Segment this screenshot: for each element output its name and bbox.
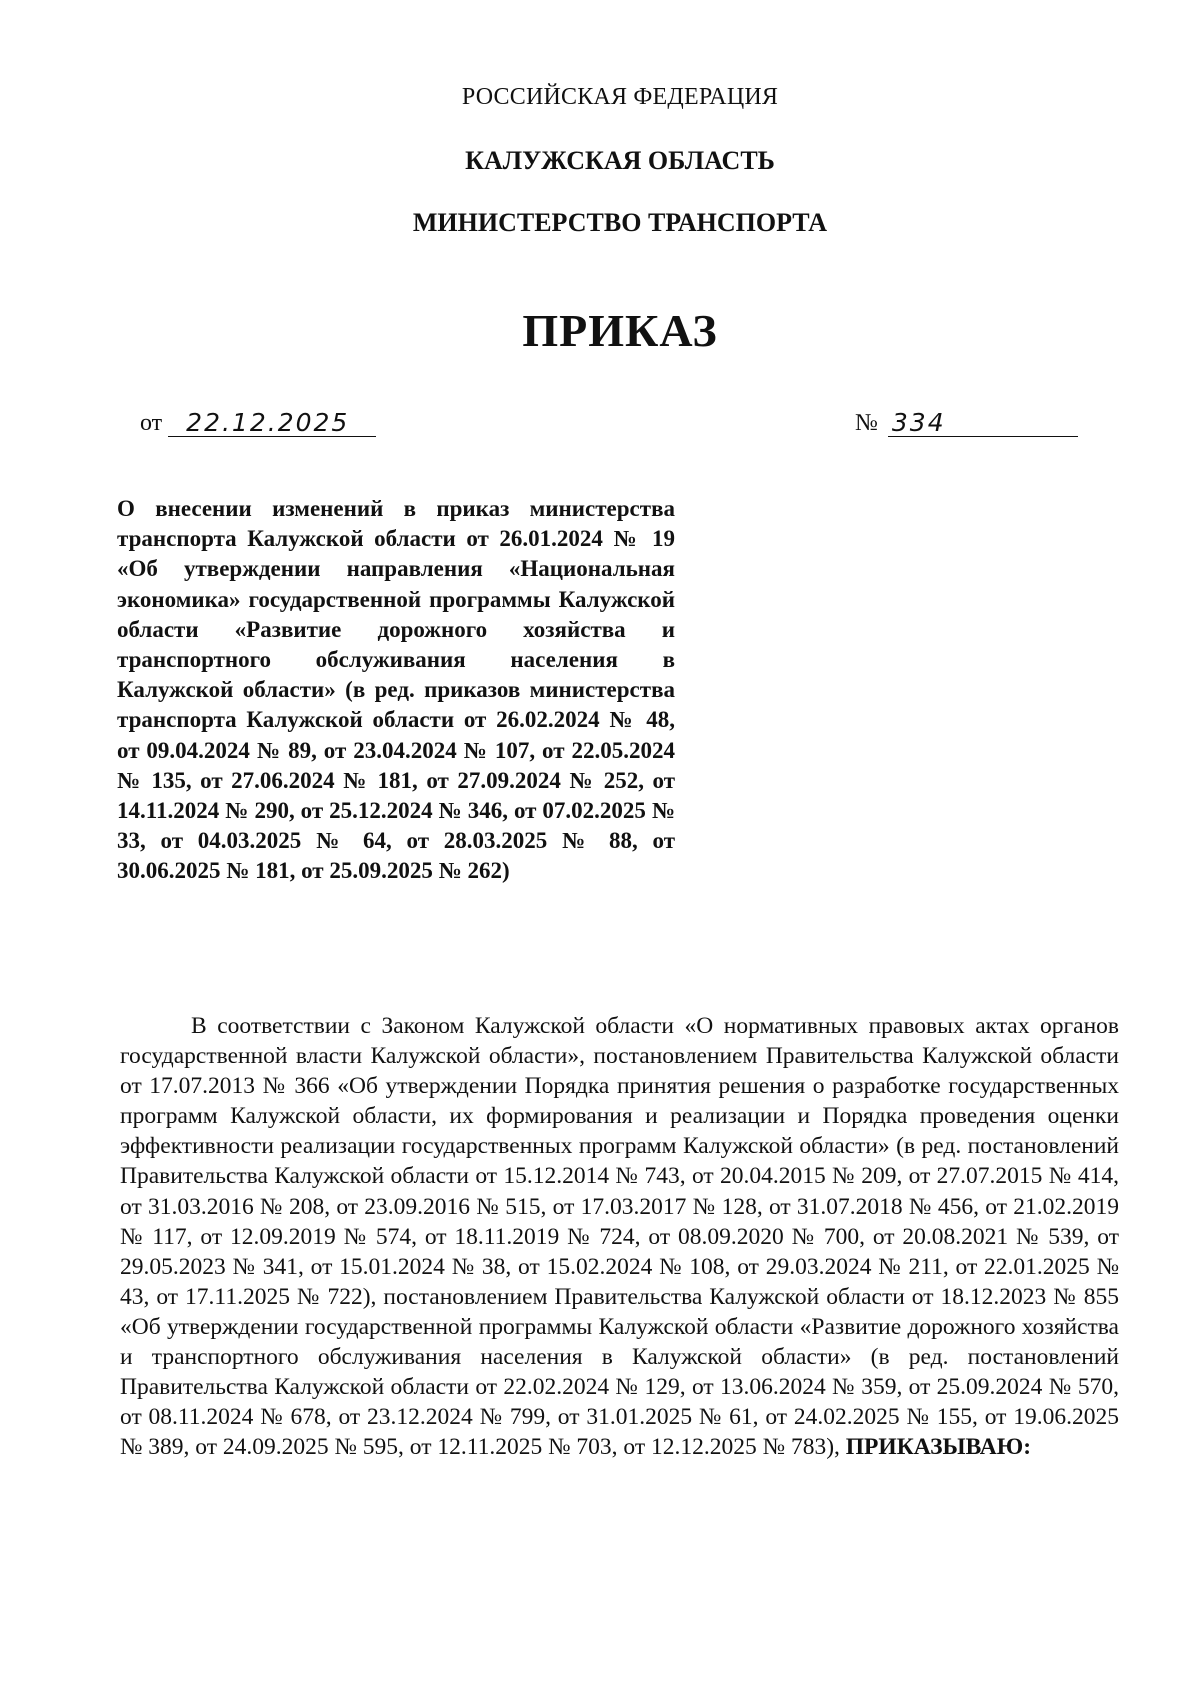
document-number-line: [855, 410, 1078, 437]
order-subject: О внесении изменений в приказ министерства транспорта Калужской области от 26.01.2024 № 19 «Об утверждении направления «Национальная экономика» государственной программы Калужской области «Развитие дорожного хозяйства и транспортного обслуживания населения в Калужской области» (в ред. приказов министерства транспорта Калужской области от 26.02.2024 № 48, от 09.04.2024 № 89, от 23.04.2024 № 107, от 22.05.2024 № 135, от 27.06.2024 № 181, от 27.09.2024 № 252, от 14.11.2024 № 290, от 25.12.2024 № 346, от 07.02.2025 № 33, от 04.03.2025 № 64, от 28.03.2025 № 88, от 30.06.2025 № 181, от 25.09.2025 № 262): [117, 496, 675, 884]
number-label: №: [855, 410, 878, 436]
order-preamble: [120, 1011, 1119, 1462]
handwritten-date: 22.12.2025: [168, 410, 376, 437]
document-type-title: ПРИКАЗ: [522, 305, 718, 356]
region-heading: КАЛУЖСКАЯ ОБЛАСТЬ: [465, 146, 775, 175]
ministry-heading: МИНИСТЕРСТВО ТРАНСПОРТА: [412, 208, 828, 237]
date-label: от: [140, 410, 163, 436]
handwritten-number: 334: [888, 410, 1078, 437]
preamble-text: В соответствии с Законом Калужской области «О нормативных правовых актах органов государственной власти Калужской области», постановлением Правительства Калужской области от 17.07.2013 № 366 «Об утверждении Порядка принятия решения о разработке государственных программ Калужской области, их формирования и реализации и Порядка проведения оценки эффективности реализации государственных программ Калужской области» (в ред. постановлений Правительства Калужской области от 15.12.2014 № 743, от 20.04.2015 № 209, от 27.07.2015 № 414, от 31.03.2016 № 208, от 23.09.2016 № 515, от 17.03.2017 № 128, от 31.07.2018 № 456, от 21.02.2019 № 117, от 12.09.2019 № 574, от 18.11.2019 № 724, от 08.09.2020 № 700, от 20.08.2021 № 539, от 29.05.2023 № 341, от 15.01.2024 № 38, от 15.02.2024 № 108, от 29.03.2024 № 211, от 22.01.2025 № 43, от 17.11.2025 № 722), постановлением Правительства Калужской области от 18.12.2023 № 855 «Об утверждении государственной программы Калужской области «Развитие дорожного хозяйства и транспортного обслуживания населения в Калужской области» (в ред. постановлений Правительства Калужской области от 22.02.2024 № 129, от 13.06.2024 № 359, от 25.09.2024 № 570, от 08.11.2024 № 678, от 23.12.2024 № 799, от 31.01.2025 № 61, от 24.02.2025 № 155, от 19.06.2025 № 389, от 24.09.2025 № 595, от 12.11.2025 № 703, от 12.12.2025 № 783),: [120, 1013, 1119, 1461]
document-date-line: [140, 410, 376, 437]
order-closing-word: ПРИКАЗЫВАЮ:: [845, 1434, 1032, 1461]
country-heading: РОССИЙСКАЯ ФЕДЕРАЦИЯ: [461, 84, 779, 110]
